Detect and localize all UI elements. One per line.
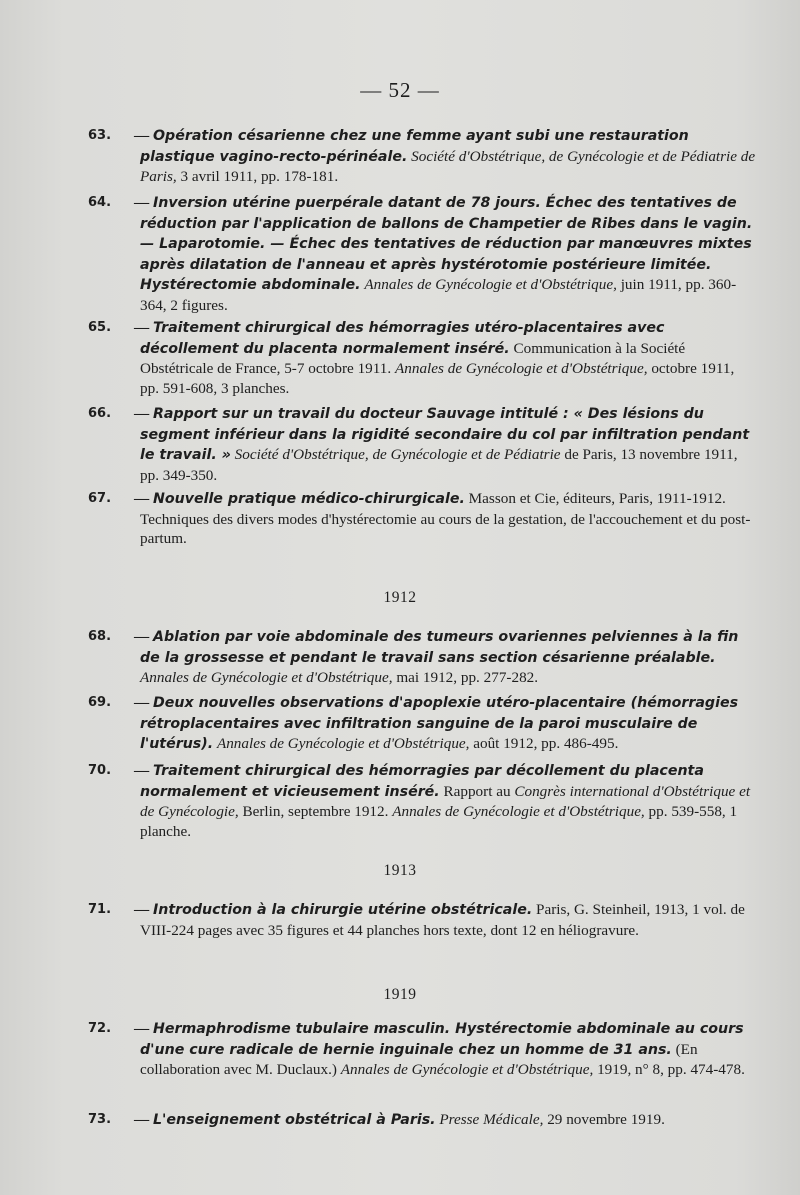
- bibliography-entry: [88, 693, 756, 755]
- entry-details: Paris, G. Steinheil, 1913, 1 vol. de VIII-224 pages avec 35 figures et 44 planches hors texte, dont 12 en héliogravure.: [140, 901, 745, 939]
- entry-dash: —: [134, 194, 150, 211]
- entry-number: 67.: [88, 491, 112, 506]
- entry-details: mai 1912, pp. 277-282.: [396, 669, 539, 687]
- entry-number: 71.: [88, 902, 112, 917]
- entry-number: 69.: [88, 695, 112, 710]
- year-heading-1912: 1912: [383, 589, 417, 606]
- entry-journal: Annales de Gynécologie et d'Obstétrique,: [395, 360, 648, 378]
- entry-journal: Presse Médicale,: [439, 1111, 544, 1128]
- entry-title: L'enseignement obstétrical à Paris.: [152, 1112, 436, 1128]
- entry-number: 68.: [88, 629, 112, 644]
- entry-dash: —: [134, 1111, 150, 1128]
- entry-title: Rapport sur un travail du docteur Sauvage intitulé : « Des lésions du segment inférieur dans la rigidité secondaire du col par infiltration pendant le travail. »: [140, 406, 750, 464]
- entry-details: juin 1911, pp. 360-364, 2 figures.: [140, 276, 737, 314]
- bibliography-entry: [88, 126, 756, 187]
- entry-dash: —: [134, 319, 150, 336]
- bibliography-entry: [88, 489, 756, 549]
- entry-dash: —: [134, 628, 150, 645]
- entry-congress: Congrès international d'Obstétrique et de Gynécologie,: [140, 782, 751, 821]
- entry-dash: —: [134, 762, 150, 779]
- entry-title: Traitement chirurgical des hémorragies utéro-placentaires avec décollement du placenta normalement inséré.: [140, 320, 665, 357]
- bibliography-entry: [88, 627, 756, 688]
- entry-details: août 1912, pp. 486-495.: [473, 735, 619, 753]
- entry-number: 72.: [88, 1021, 112, 1036]
- entry-number: 64.: [88, 195, 112, 210]
- entry-number: 65.: [88, 320, 112, 335]
- entry-number: 63.: [88, 128, 112, 143]
- entry-title: Opération césarienne chez une femme ayant subi une restauration plastique vagino-recto-périnéale.: [140, 128, 689, 165]
- entry-details: 1919, n° 8, pp. 474-478.: [597, 1061, 745, 1079]
- bibliography-entry: [88, 1110, 756, 1131]
- entry-publisher: Communication à la Société Obstétricale de France, 5-7 octobre 1911.: [140, 339, 686, 378]
- entry-journal: Société d'Obstétrique, de Gynécologie et de Pédiatrie: [234, 446, 561, 464]
- bibliography-entry: [88, 318, 756, 398]
- entry-journal: Annales de Gynécologie et d'Obstétrique,: [340, 1061, 594, 1079]
- entry-note: Rapport au: [443, 782, 511, 800]
- entry-pages: pp. 539-558, 1 planche.: [140, 803, 738, 840]
- entry-number: 70.: [88, 763, 112, 778]
- entry-details: 29 novembre 1919.: [547, 1111, 665, 1128]
- entry-collaboration: (En collaboration avec M. Duclaux.): [140, 1040, 698, 1079]
- entry-journal: Annales de Gynécologie et d'Obstétrique,: [364, 276, 617, 294]
- page-number: — 52 —: [360, 78, 440, 102]
- year-heading-1913: 1913: [383, 862, 417, 879]
- entry-dash: —: [134, 694, 150, 711]
- entry-dash: —: [134, 127, 150, 144]
- bibliography-entry: [88, 193, 756, 316]
- entry-title: Inversion utérine puerpérale datant de 78 jours. Échec des tentatives de réduction par l'application de ballons de Champetier de Ribes dans le vagin. — Laparotomie. — Échec des tentatives de réduction par manœuvres mixtes après dilatation de l'anneau et après hystérotomie postérieure limitée. Hystérectomie abdominale.: [140, 195, 753, 294]
- bibliography-entry: [88, 761, 756, 841]
- entry-title: Traitement chirurgical des hémorragies par décollement du placenta normalement et vicieusement inséré.: [140, 763, 704, 800]
- entry-dash: —: [134, 901, 150, 918]
- entry-title: Deux nouvelles observations d'apoplexie utéro-placentaire (hémorragies rétroplacentaires avec infiltration sanguine de la paroi musculaire de l'utérus).: [140, 695, 739, 753]
- entry-title: Hermaphrodisme tubulaire masculin. Hystérectomie abdominale au cours d'une cure radicale de hernie inguinale chez un homme de 31 ans.: [140, 1021, 744, 1058]
- bibliography-entry: [88, 1019, 756, 1080]
- entry-title: Nouvelle pratique médico-chirurgicale.: [152, 491, 465, 507]
- entry-dash: —: [134, 405, 150, 422]
- entry-journal: Annales de Gynécologie et d'Obstétrique,: [392, 803, 645, 821]
- entry-details: Masson et Cie, éditeurs, Paris, 1911-1912. Techniques des divers modes d'hystérectomie au cours de la gestation, de l'accouchement et du post-partum.: [140, 490, 751, 548]
- entry-dash: —: [134, 490, 150, 507]
- entry-details: 3 avril 1911, pp. 178-181.: [180, 168, 339, 186]
- entry-title: Introduction à la chirurgie utérine obstétricale.: [152, 902, 533, 918]
- entry-number: 73.: [88, 1112, 112, 1127]
- bibliography-entry: [88, 900, 756, 940]
- entry-details: octobre 1911, pp. 591-608, 3 planches.: [140, 360, 735, 397]
- bibliography-entry: [88, 404, 756, 485]
- entry-journal: Société d'Obstétrique, de Gynécologie et de Pédiatrie de Paris,: [140, 147, 756, 186]
- entry-journal: Annales de Gynécologie et d'Obstétrique,: [216, 735, 470, 753]
- entry-journal: Annales de Gynécologie et d'Obstétrique,: [140, 669, 393, 687]
- entry-dash: —: [134, 1020, 150, 1037]
- entry-number: 66.: [88, 406, 112, 421]
- entry-details: de Paris, 13 novembre 1911, pp. 349-350.: [140, 446, 738, 484]
- year-heading-1919: 1919: [383, 986, 417, 1003]
- entry-details: Berlin, septembre 1912.: [242, 803, 389, 821]
- entry-title: Ablation par voie abdominale des tumeurs ovariennes pelviennes à la fin de la grossesse et pendant le travail sans section césarienne préalable.: [140, 629, 739, 666]
